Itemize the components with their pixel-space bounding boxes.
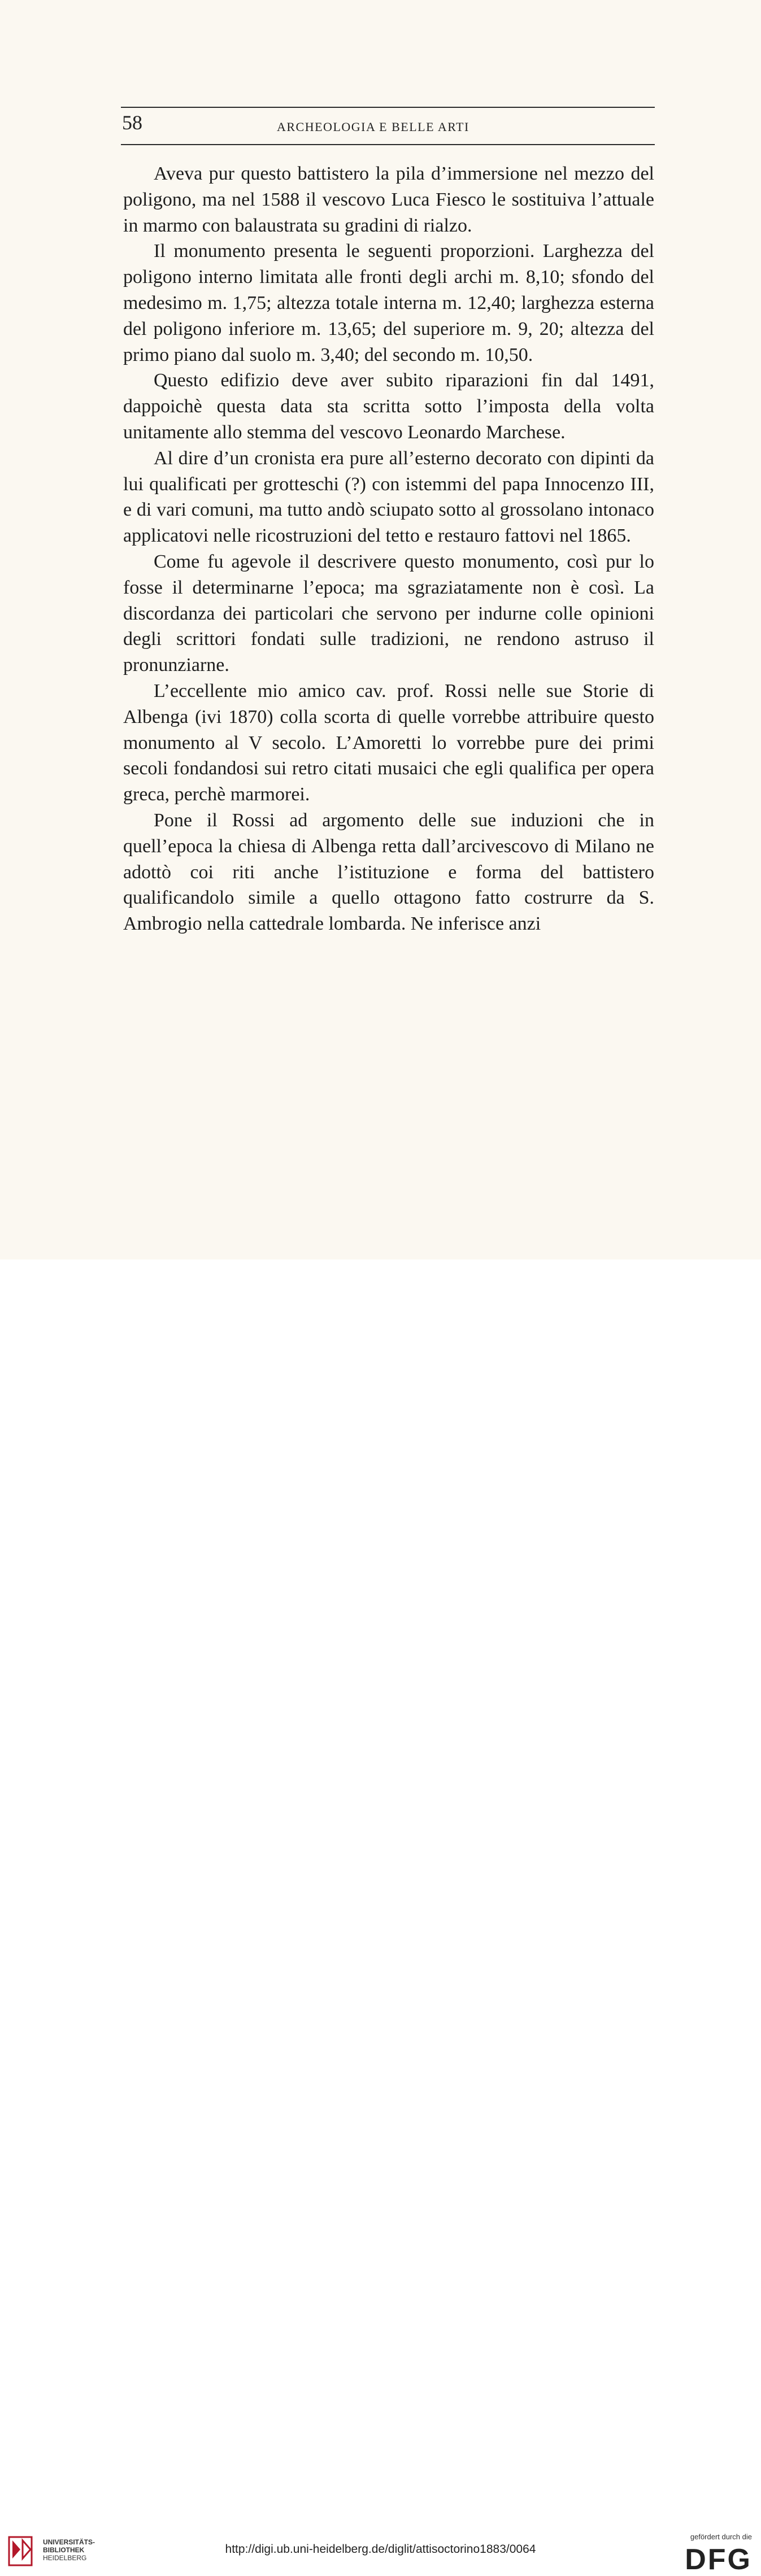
- funding-note: gefördert durch die: [690, 2533, 752, 2541]
- paragraph: Come fu agevole il descrivere questo monumento, così pur lo fosse il determinarne l’epoca; ma sgraziatamente non è così. La discordanza dei particolari che servono per indurne colle opinioni degli scrittori fondati sulle tradizioni, ne rendono astruso il pronunziarne.: [123, 551, 654, 676]
- running-head: ARCHEOLOGIA E BELLE ARTI: [277, 120, 469, 134]
- library-name-line: BIBLIOTHEK: [43, 2546, 85, 2554]
- scanned-page: [0, 0, 761, 1259]
- paragraph: Questo edifizio deve aver subito riparazioni fin dal 1491, dappoichè questa data sta scritta sotto l’imposta della volta unitamente allo stemma del vescovo Leonardo Marchese.: [123, 370, 654, 443]
- paragraph: Aveva pur questo battistero la pila d’immersione nel mezzo del poligono, ma nel 1588 il vescovo Luca Fiesco le sostituiva l’attuale in marmo con balaustrata su gradini di rialzo.: [123, 163, 654, 236]
- viewer-footer: [0, 1259, 761, 2576]
- body-text: [123, 161, 654, 937]
- dfg-logo: DFG: [685, 2543, 752, 2576]
- header-rule-top: [121, 107, 655, 108]
- page-number: 58: [122, 111, 142, 134]
- paragraph: Pone il Rossi ad argomento delle sue induzioni che in quell’epoca la chiesa di Albenga retta dall’arcivescovo di Milano ne adottò coi riti anche l’istituzione e forma del battistero qualificandolo simile a quello ottagono fatto costrurre da S. Ambrogio nella cattedrale lombarda. Ne inferisce anzi: [123, 809, 654, 935]
- paragraph: Al dire d’un cronista era pure all’esterno decorato con dipinti da lui qualificati per grotteschi (?) con istemmi del papa Innocenzo III, e di vari comuni, ma tutto andò sciupato sotto al grossolano intonaco applicatovi nelle ricostruzioni del tetto e restauro fattovi nel 1865.: [123, 447, 654, 547]
- header-rule-bottom: [121, 144, 655, 145]
- permalink-url[interactable]: http://digi.ub.uni-heidelberg.de/diglit/attisoctorino1883/0064: [225, 2543, 536, 2556]
- paragraph: Il monumento presenta le seguenti proporzioni. Larghezza del poligono interno limitata alle fronti degli archi m. 8,10; sfondo del medesimo m. 1,75; altezza totale interna m. 12,40; larghezza esterna del poligono inferiore m. 13,65; del superiore m. 9, 20; altezza del primo piano dal suolo m. 3,40; del secondo m. 10,50.: [123, 241, 654, 365]
- library-name-line: HEIDELBERG: [43, 2554, 87, 2562]
- paragraph: L’eccellente mio amico cav. prof. Rossi nelle sue Storie di Albenga (ivi 1870) colla scorta di quelle vorrebbe attribuire questo monumento al V secolo. L’Amoretti lo vorrebbe pure dei primi secoli fondandosi sui retro citati musaici che egli qualifica per opera greca, perchè marmorei.: [123, 680, 654, 805]
- library-name-line: UNIVERSITÄTS-: [43, 2538, 95, 2546]
